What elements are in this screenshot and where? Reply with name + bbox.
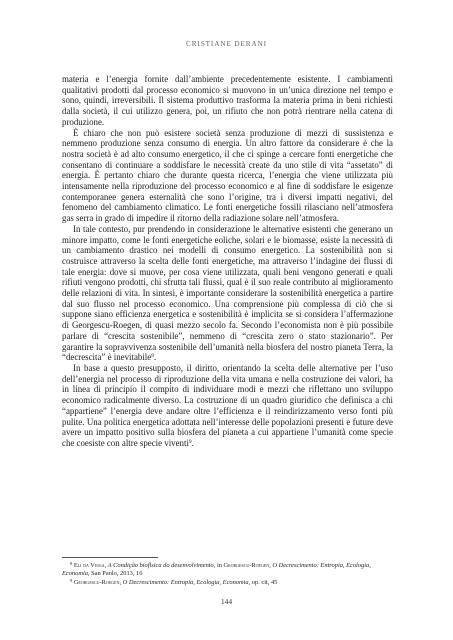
footnote-8-title-2: O Decrescimento: Entropia, Ecologia, Economia — [62, 562, 371, 578]
footnote-9-publication: , op. cit, 45 — [248, 578, 278, 586]
footnote-9-title: O Decrescimento: Entropia, Ecologia, Economia — [122, 578, 249, 586]
footnote-9-author: Georgescu-Roegen — [73, 578, 120, 586]
footnote-8-separator: , — [104, 562, 108, 569]
paragraph-1: materia e l’energia fornite dall’ambiente precedentemente esistente. I cambiamenti qualitativi prodotti dal processo economico si muovono in un’unica direzione nel tempo e sono, quindi, irreversibili. Il sistema produttivo trasforma la materia prima in beni richiesti dalla società, il cui utilizzo genera, poi, un rifiuto che non potrà rientrare nella catena di produzione. — [62, 74, 393, 127]
footnote-8-in: , in — [213, 562, 224, 569]
paragraph-4 — [62, 363, 393, 449]
paragraph-4-text: In base a questo presupposto, il diritto, orientando la scelta delle alternative per l’uso dell’energia nel processo di riproduzione della vita umana e nella costruzione dei valori, ha in linea di principio il compito di individuare modi e mezzi che riflettano uno sviluppo economico radicalmente diverso. La costruzione di un quadro giuridico che definisca a chi “appartiene” l’energia deve andare oltre l’efficienza e il reindirizzamento verso fonti più pulite. Una politica energetica adottata nell’interesse delle popolazioni presenti e future deve avere un impatto positivo sulla biosfera del pianeta a cui appartiene l’umanità come specie che coesiste con altre specie viventi — [62, 362, 393, 448]
footnote-9 — [62, 579, 393, 587]
paragraph-3-text: In tale contesto, pur prendendo in considerazione le alternative esistenti che generano un minore impatto, come le fonti energetiche eoliche, solari e le biomasse, esiste la necessità di un cambiamento drastico nei modelli di consumo energetico. La sostenibilità non si costruisce attraverso la scelta delle fonti energetiche, ma attraverso l’indagine dei flussi di tale energia: dove si muove, per cosa viene utilizzata, quali beni vengono generati e quali rifiuti vengono prodotti, chi sfrutta tali flussi, qual è il suo reale contributo al miglioramento delle relazioni di vita. In sintesi, è importante considerare la sostenibilità energetica a partire dal suo flusso nel processo economico. Una comprensione più complessa di ciò che si suppone siano efficienza energetica e sostenibilità è implicita se si considera l’affermazione di Georgescu-Roegen, di quasi mezzo secolo fa. Secondo l’economista non è più possibile parlare di “crescita sostenibile”, nemmeno di “crescita zero o stato stazionario”. Per garantire la sopravvivenza sostenibile dell’umanità nella biosfera del nostro pianeta Terra, la “decrescita” è inevitabile — [62, 223, 393, 363]
footnote-9-number: 9 — [70, 577, 73, 583]
body-text — [62, 74, 393, 449]
footnote-ref-9[interactable]: 9 — [188, 438, 192, 445]
running-head: CRISTIANE DERANI — [186, 40, 267, 48]
footnote-8-separator-2: , — [269, 562, 273, 569]
paragraph-2: È chiaro che non può esistere società senza produzione di mezzi di sussistenza e nemmeno produzione senza consumo di energia. Un altro fattore da considerare è che la nostra società è ad alto consumo energetico, il che ci spinge a cercare fonti energetiche che consentano di continuare a soddisfare le necessità create da uno stile di vita “assetato” di energia. È pertanto chiaro che durante questa ricerca, l’energia che viene utilizzata più intensamente nella riproduzione del processo economico e al fine di soddisfare le esigenze contemporanee genera esternalità che sono l’origine, tra i diversi impatti negativi, del fenomeno del cambiamento climatico. Le fonti energetiche fossili rilasciano nell’atmosfera gas serra in grado di impedire il ritorno della radiazione solare nell’atmosfera. — [62, 127, 393, 224]
footnote-ref-8[interactable]: 8 — [151, 353, 154, 360]
paragraph-3 — [62, 224, 393, 363]
paragraph-4-end: . — [191, 437, 194, 448]
footnote-8-title: A Condição bioflsica do desenvolvimento — [107, 562, 214, 569]
footnote-9-separator: , — [119, 578, 123, 586]
footnote-divider — [62, 557, 158, 558]
footnotes — [62, 562, 393, 587]
footnote-8-author-2: Georgescu-Roegen — [223, 562, 270, 569]
paragraph-3-end: . — [153, 352, 157, 363]
footnote-8-number: 8 — [70, 561, 73, 566]
footnote-8 — [62, 562, 393, 579]
footnote-8-publication: , San Paolo, 2013, 16 — [87, 570, 143, 578]
footnote-8-author: Eli da Veiga — [73, 562, 105, 569]
page-number: 144 — [220, 597, 233, 606]
